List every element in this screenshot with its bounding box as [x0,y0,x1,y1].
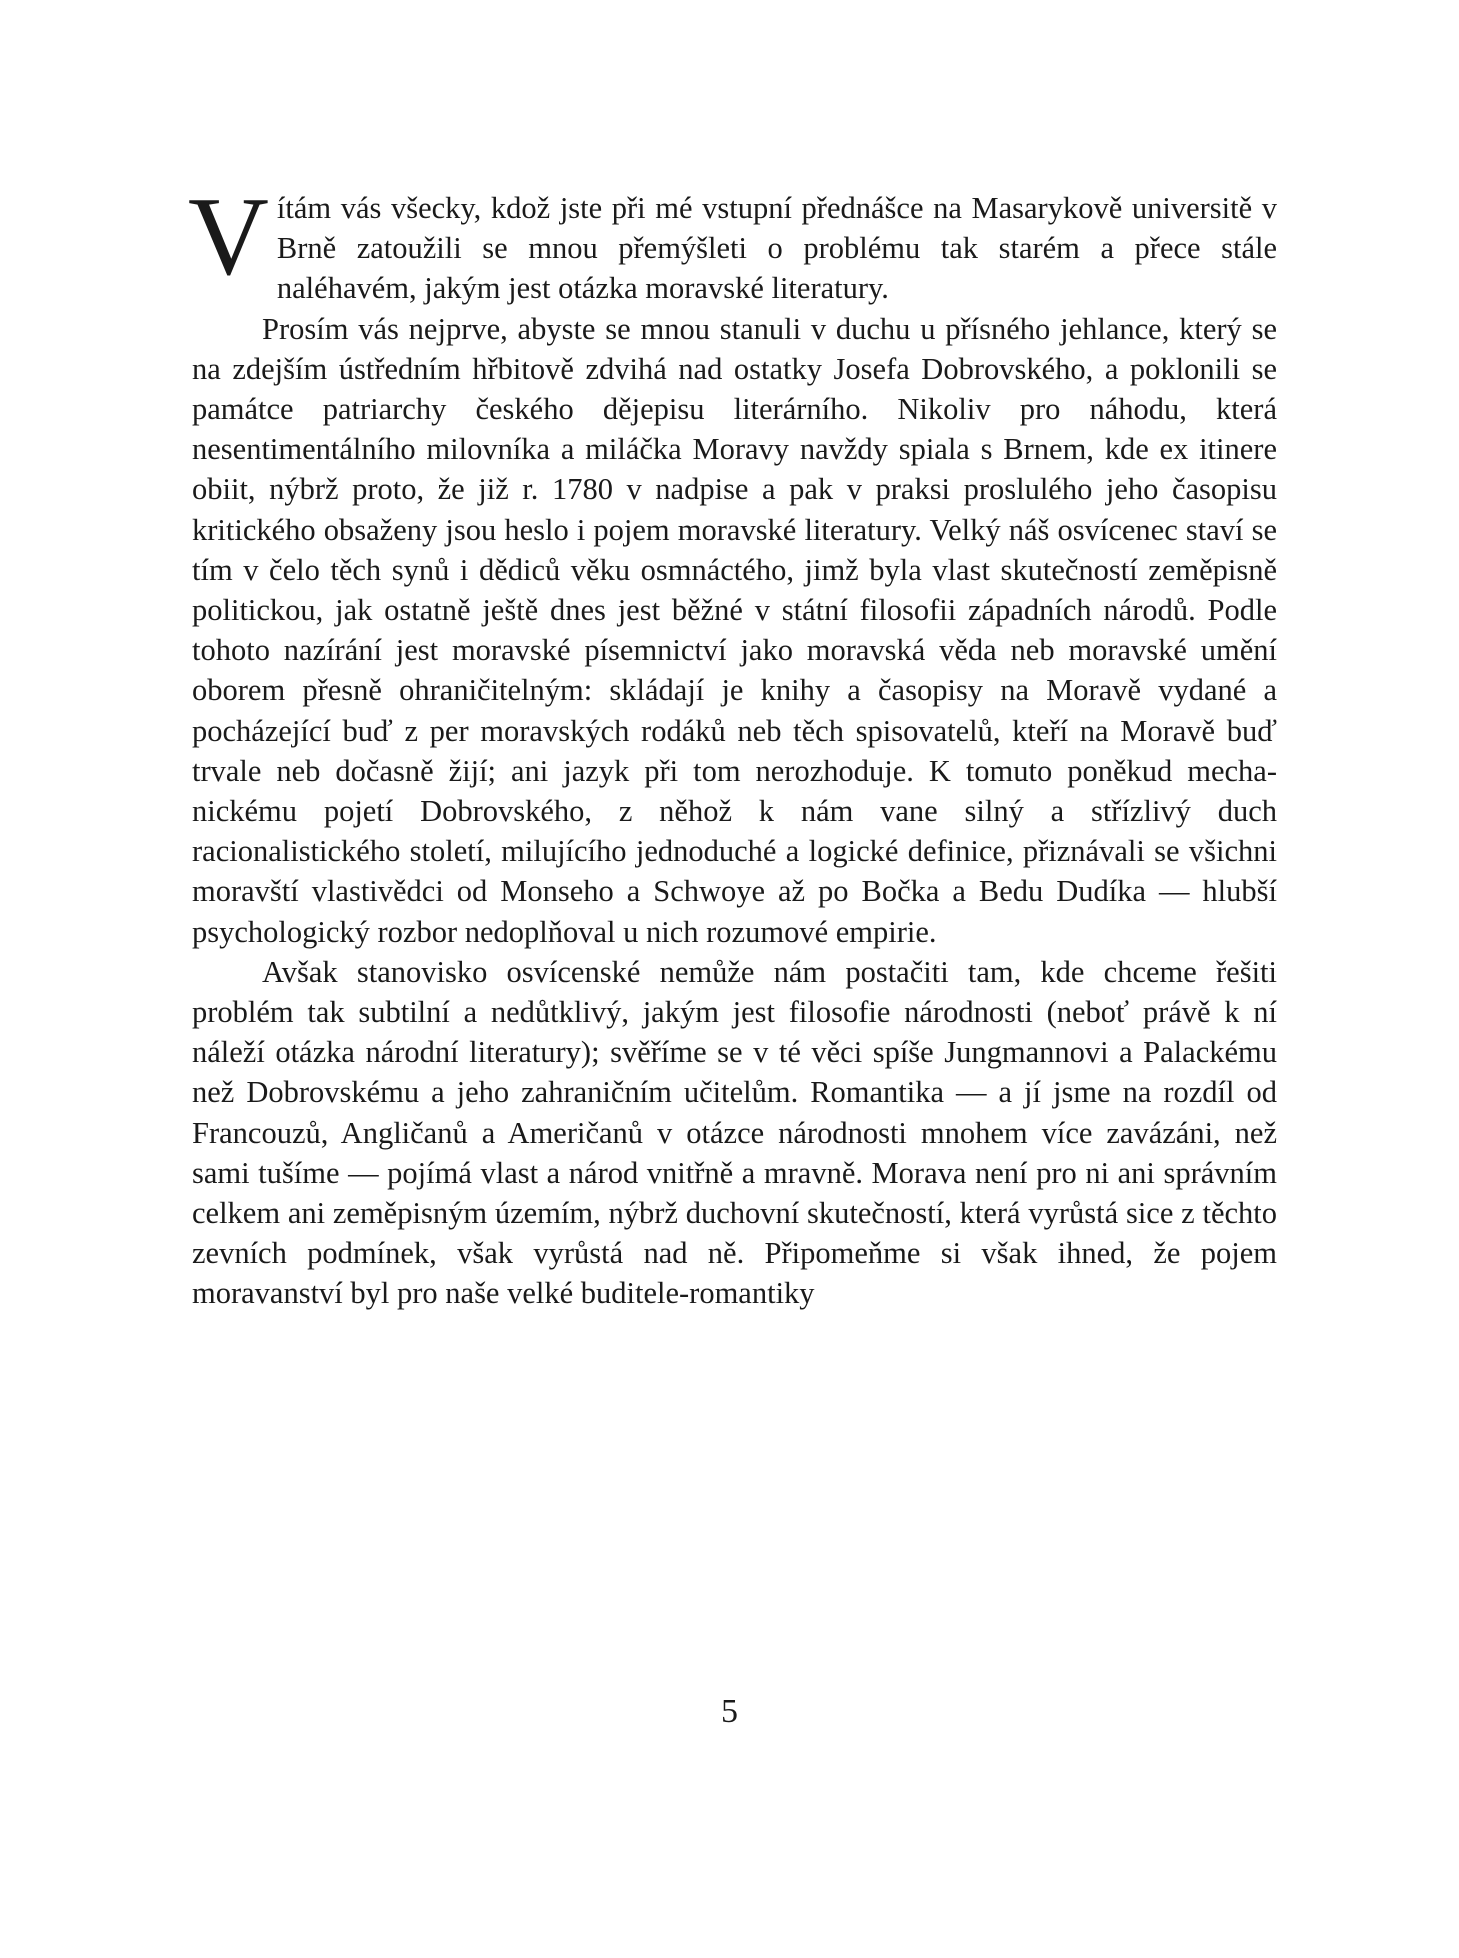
paragraph-intro [188,175,1277,309]
drop-cap-letter: V [188,175,269,299]
paragraph-romantika: Avšak stanovisko osvícenské nemůže nám postačiti tam, kde chceme řešiti problém tak subtilní a nedůtklivý, jakým jest filosofie národnosti (neboť právě k ní náleží otázka národní literatury); svěříme se v té věci spíše Jungmannovi a Palackému než Dobrovskému a jeho zahraničním učitelům. Romantika — a jí jsme na rozdíl od Francouzů, Angličanů a Američanů v otázce národnosti mnohem více zavázáni, než sami tušíme — pojímá vlast a národ vnitřně a mravně. Morava není pro ni ani správním celkem ani zeměpisným územím, nýbrž duchovní skutečností, která vyrůstá sice z těchto zevních podmínek, však vyrůstá nad ně. Připomeňme si však ihned, že pojem moravanství byl pro naše velké buditele-romantiky [192,954,1277,1311]
body-text [188,175,1277,1314]
paragraph-dobrovsky: Prosím vás nejprve, abyste se mnou stanuli v duchu u přísného jehlance, který se na zdejším ústředním hřbitově zdvihá nad ostatky Josefa Dobrovského, a poklonili se památce patriarchy českého dějepisu literárního. Nikoliv pro náhodu, která nesentimentálního milovníka a miláčka Moravy navždy spiala s Brnem, kde ex itinere obiit, nýbrž proto, že již r. 1780 v nadpise a pak v praksi proslulého jeho časopisu kritického obsaženy jsou heslo i pojem moravské literatury. Velký náš osvícenec staví se tím v čelo těch synů i dědiců věku osmnáctého, jimž byla vlast skutečností zeměpisně politickou, jak ostatně ještě dnes jest běžné v státní filosofii západních národů. Podle tohoto nazírání jest moravské písemnictví jako moravská věda neb moravské umění oborem přesně ohraničitelným: skládají je knihy a časopisy na Moravě vydané a pocházející buď z per moravských rodáků neb těch spisovatelů, kteří na Moravě buď trvale neb dočasně žijí; ani jazyk při tom nerozhoduje. K tomuto poněkud mechanickému pojetí Dobrovského, z něhož k nám vane silný a střízlivý duch racionalistického století, milujícího jednoduché a logické definice, přiznávali se všichni moravští vlastivědci od Monseho a Schwoye až po Bočka a Bedu Dudíka — hlubší psychologický rozbor nedoplňoval u nich rozumové empirie. [192,311,1277,949]
paragraph-intro-text: ítám vás všecky, kdož jste při mé vstupní přednášce na Masarykově universitě v Brně zatoužili se mnou přemýšleti o problému tak starém a přece stále naléhavém, jakým jest otázka moravské literatury. [276,191,1277,306]
page-number: 5 [721,1693,738,1730]
